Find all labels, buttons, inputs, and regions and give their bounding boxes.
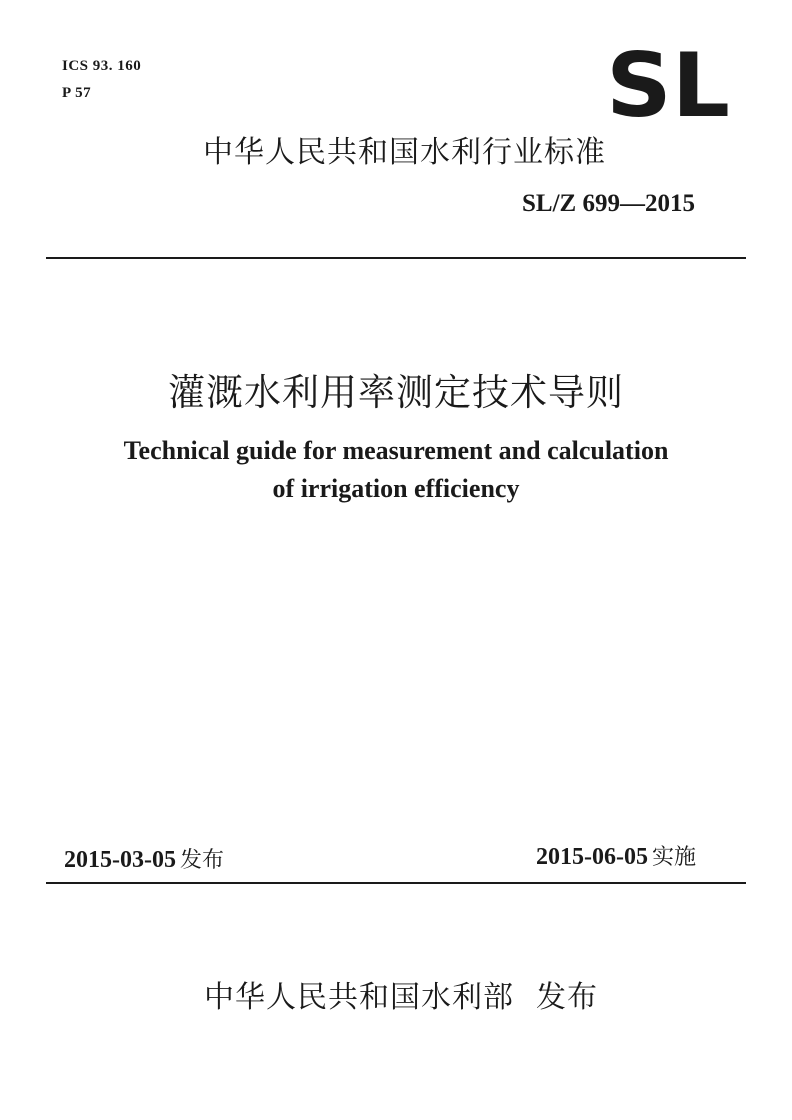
p-classification: P 57 bbox=[62, 85, 92, 101]
publisher-name: 中华人民共和国水利部 bbox=[204, 980, 514, 1015]
standard-category: 中华人民共和国水利行业标准 bbox=[203, 135, 606, 170]
ics-code: ICS 93. 160 bbox=[62, 58, 142, 74]
issue-date-value: 2015-03-05 bbox=[64, 847, 176, 873]
issue-label: 发布 bbox=[179, 848, 224, 873]
title-english-line-2: of irrigation efficiency bbox=[272, 474, 520, 503]
implementation-date-value: 2015-06-05 bbox=[536, 844, 648, 870]
implementation-date bbox=[536, 840, 696, 871]
publisher bbox=[204, 972, 598, 1016]
top-divider bbox=[46, 257, 746, 259]
publisher-action: 发布 bbox=[536, 980, 598, 1015]
implementation-label: 实施 bbox=[651, 845, 696, 870]
svg-text:SL: SL bbox=[606, 50, 730, 124]
bottom-divider bbox=[46, 882, 746, 884]
title-chinese: 灌溉水利用率测定技术导则 bbox=[168, 371, 624, 414]
issue-date bbox=[64, 843, 224, 874]
sl-logo bbox=[606, 50, 732, 124]
title-english-line-1: Technical guide for measurement and calculation bbox=[123, 436, 669, 465]
standard-code: SL/Z 699—2015 bbox=[522, 190, 695, 217]
